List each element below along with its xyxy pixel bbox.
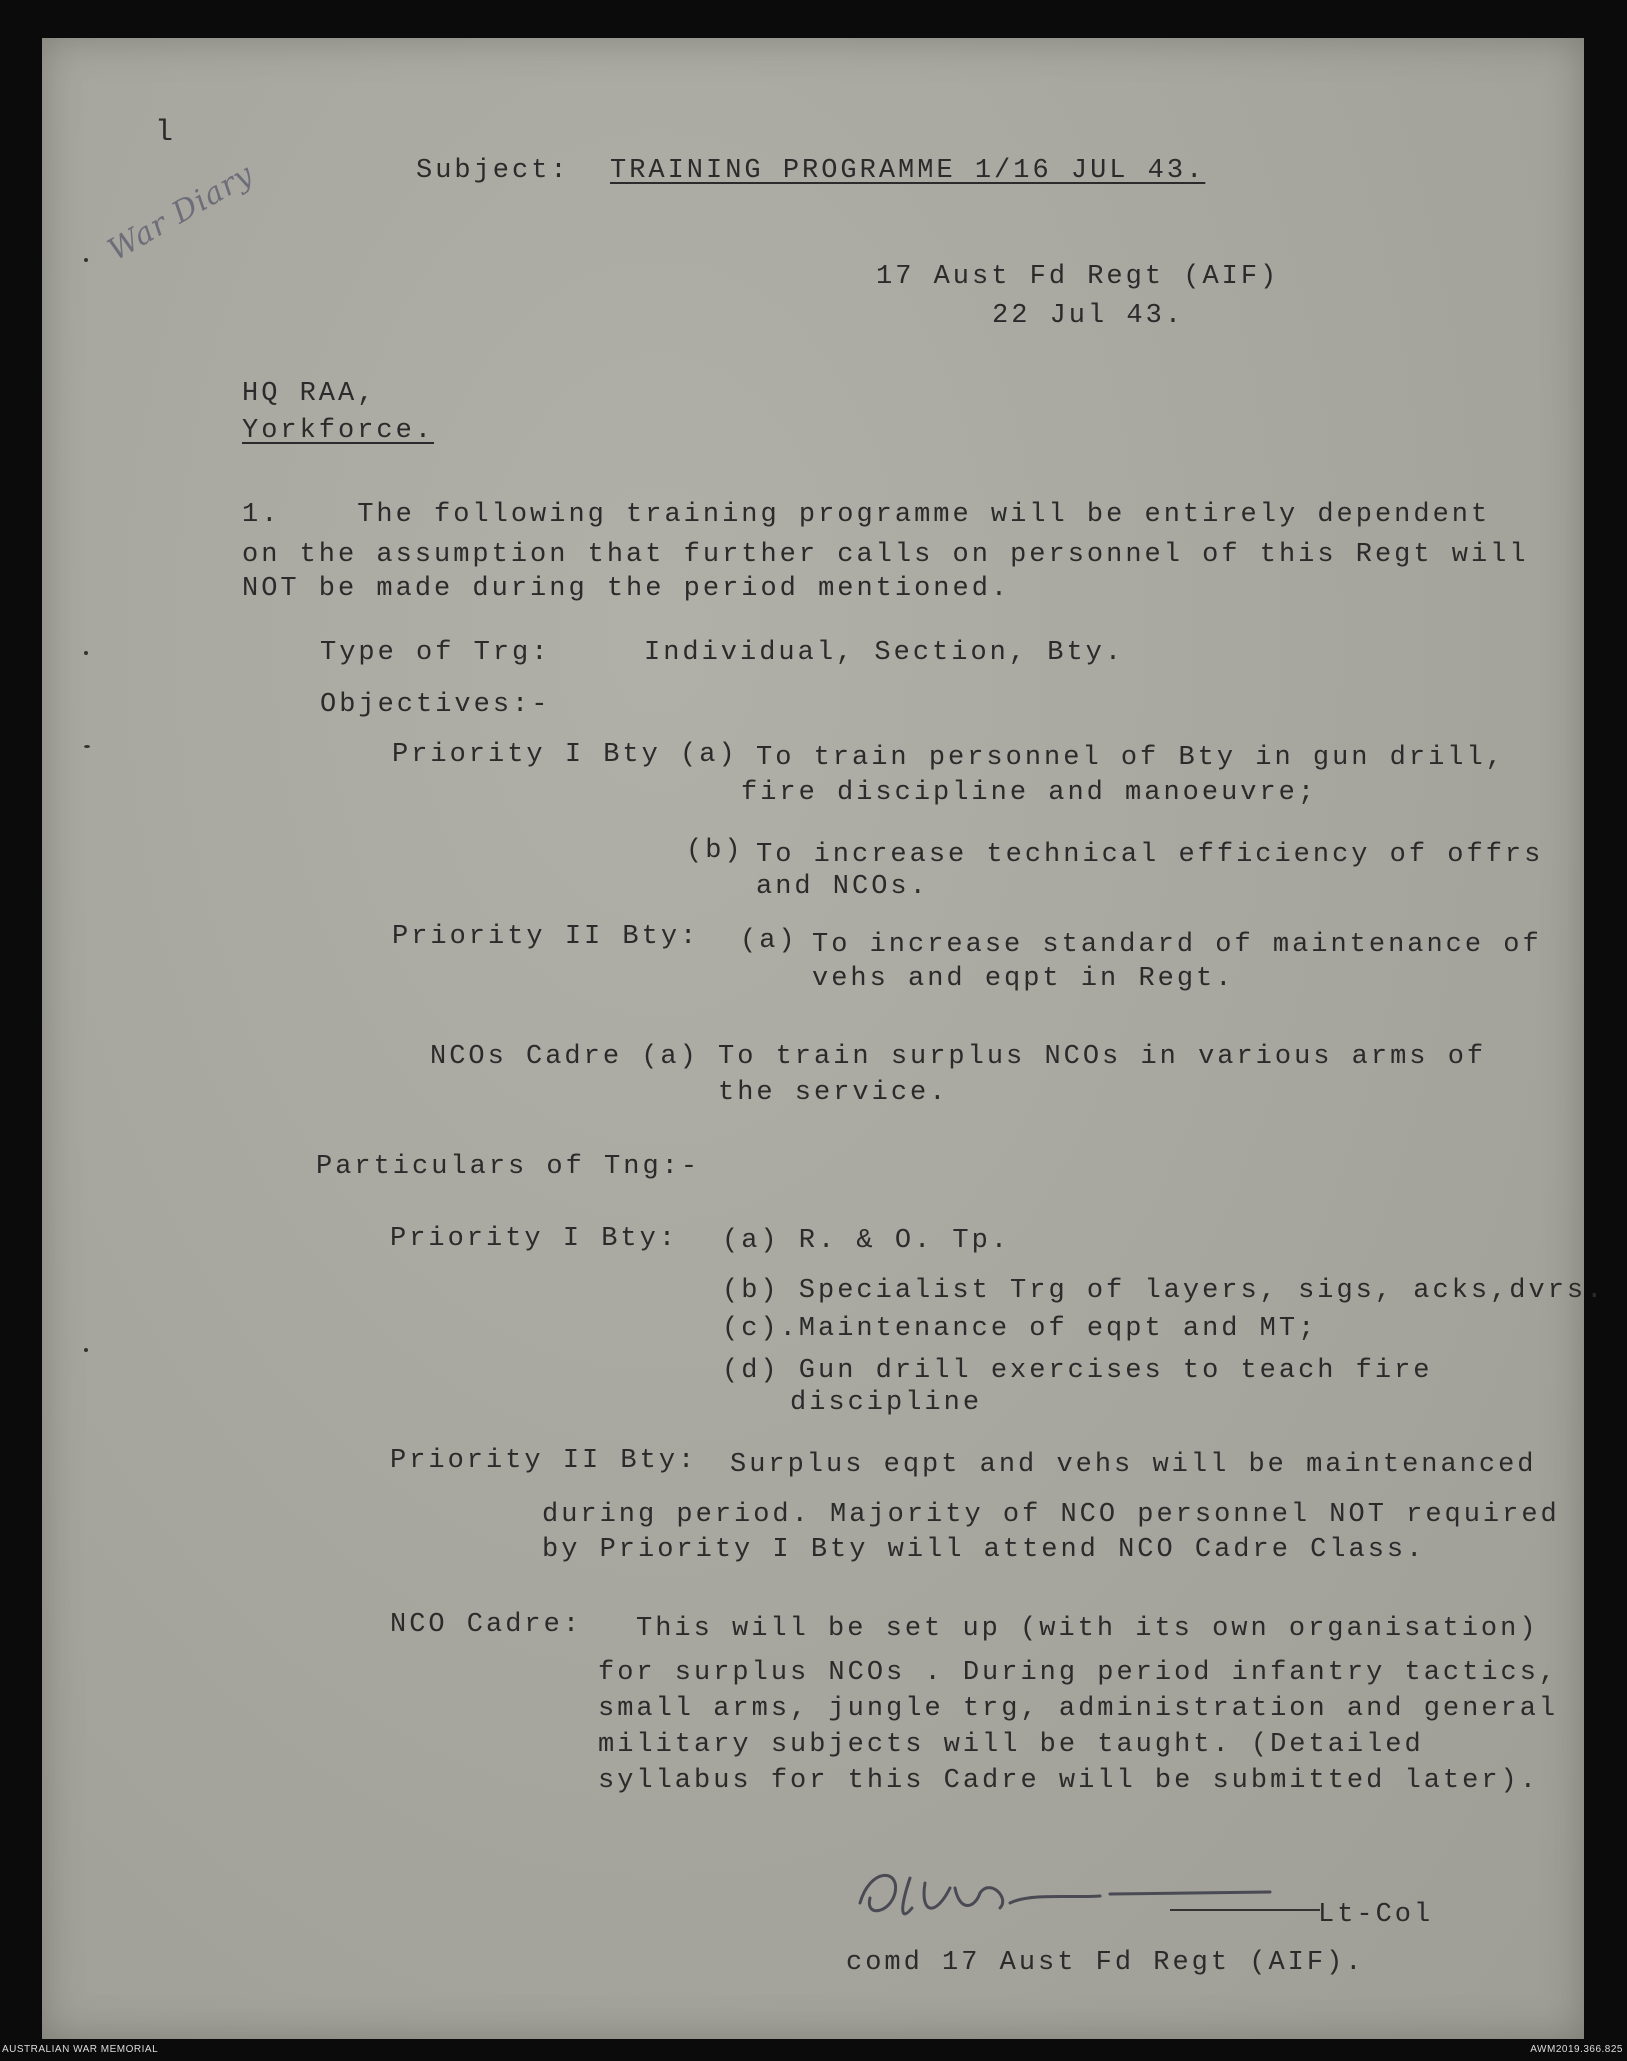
paper-speck xyxy=(84,1348,88,1352)
addressee-line2: Yorkforce. xyxy=(242,416,435,446)
subject-title: TRAINING PROGRAMME 1/16 JUL 43. xyxy=(610,156,1206,186)
subject-label: Subject: xyxy=(416,156,570,186)
handwritten-war-diary: War Diary xyxy=(102,156,260,269)
signature-appointment: comd 17 Aust Fd Regt (AIF). xyxy=(846,1948,1365,1978)
obj-nco-line2: the service. xyxy=(718,1078,949,1108)
part-nco-line3: small arms, jungle trg, administration and general xyxy=(598,1694,1559,1724)
obj-priority1-a-line2: fire discipline and manoeuvre; xyxy=(741,778,1318,808)
obj-priority2-a-line2: vehs and eqpt in Regt. xyxy=(812,964,1235,994)
obj-nco-label: NCOs Cadre (a) xyxy=(430,1042,699,1072)
part-priority2-label: Priority II Bty: xyxy=(390,1446,698,1476)
obj-priority2-a-line1: To increase standard of maintenance of xyxy=(812,930,1542,960)
part-item-d-line2: discipline xyxy=(790,1388,983,1418)
type-of-trg-value: Individual, Section, Bty. xyxy=(644,638,1125,668)
sender-date: 22 Jul 43. xyxy=(992,301,1185,331)
part-item-c: (c).Maintenance of eqpt and MT; xyxy=(722,1314,1318,1344)
part-priority1-label: Priority I Bty: xyxy=(390,1224,679,1254)
addressee-line1: HQ RAA, xyxy=(242,379,377,409)
obj-priority1-b-line2: and NCOs. xyxy=(756,872,929,902)
handwritten-signature xyxy=(840,1858,1330,1938)
part-nco-line4: military subjects will be taught. (Detailed xyxy=(598,1730,1424,1760)
part-nco-label: NCO Cadre: xyxy=(390,1610,583,1640)
obj-priority2-label: Priority II Bty: xyxy=(392,922,700,952)
footer-reference: AWM2019.366.825 xyxy=(1530,2044,1623,2055)
obj-priority1-label: Priority I Bty (a) xyxy=(392,740,738,770)
part-item-d-line1: (d) Gun drill exercises to teach fire xyxy=(722,1356,1433,1386)
obj-nco-line1: To train surplus NCOs in various arms of xyxy=(718,1042,1487,1072)
part-item-b: (b) Specialist Trg of layers, sigs, acks,dvrs. xyxy=(722,1276,1606,1306)
para1-line2: on the assumption that further calls on personnel of this Regt will xyxy=(242,540,1529,570)
part-priority2-line3: by Priority I Bty will attend NCO Cadre Class. xyxy=(542,1535,1426,1565)
obj-priority1-a-line1: To train personnel of Bty in gun drill, xyxy=(756,743,1505,773)
part-nco-line1: This will be set up (with its own organisation) xyxy=(636,1614,1539,1644)
paper-speck xyxy=(84,651,88,655)
margin-mark: l xyxy=(155,116,177,150)
objectives-heading: Objectives:- xyxy=(320,690,551,720)
particulars-heading: Particulars of Tng:- xyxy=(316,1152,701,1182)
paper-speck xyxy=(84,745,90,748)
obj-priority2-a-label: (a) xyxy=(740,926,798,956)
part-nco-line5: syllabus for this Cadre will be submitted later). xyxy=(598,1766,1539,1796)
part-item-a: (a) R. & O. Tp. xyxy=(722,1226,1011,1256)
sender-unit: 17 Aust Fd Regt (AIF) xyxy=(876,262,1280,292)
paper-speck xyxy=(84,258,88,262)
part-priority2-line2: during period. Majority of NCO personnel NOT required xyxy=(542,1500,1560,1530)
signature-rank: Lt-Col xyxy=(1318,1900,1434,1930)
obj-priority1-b-label: (b) xyxy=(686,836,744,866)
footer-credit: AUSTRALIAN WAR MEMORIAL xyxy=(2,2044,159,2055)
part-nco-line2: for surplus NCOs . During period infantry tactics, xyxy=(598,1658,1559,1688)
obj-priority1-b-line1: To increase technical efficiency of offrs xyxy=(756,840,1544,870)
part-priority2-line1: Surplus eqpt and vehs will be maintenanced xyxy=(730,1450,1537,1480)
para1-line3: NOT be made during the period mentioned. xyxy=(242,574,1011,604)
para1-line1: 1. The following training programme will be entirely dependent xyxy=(242,500,1491,530)
type-of-trg-label: Type of Trg: xyxy=(320,638,551,668)
